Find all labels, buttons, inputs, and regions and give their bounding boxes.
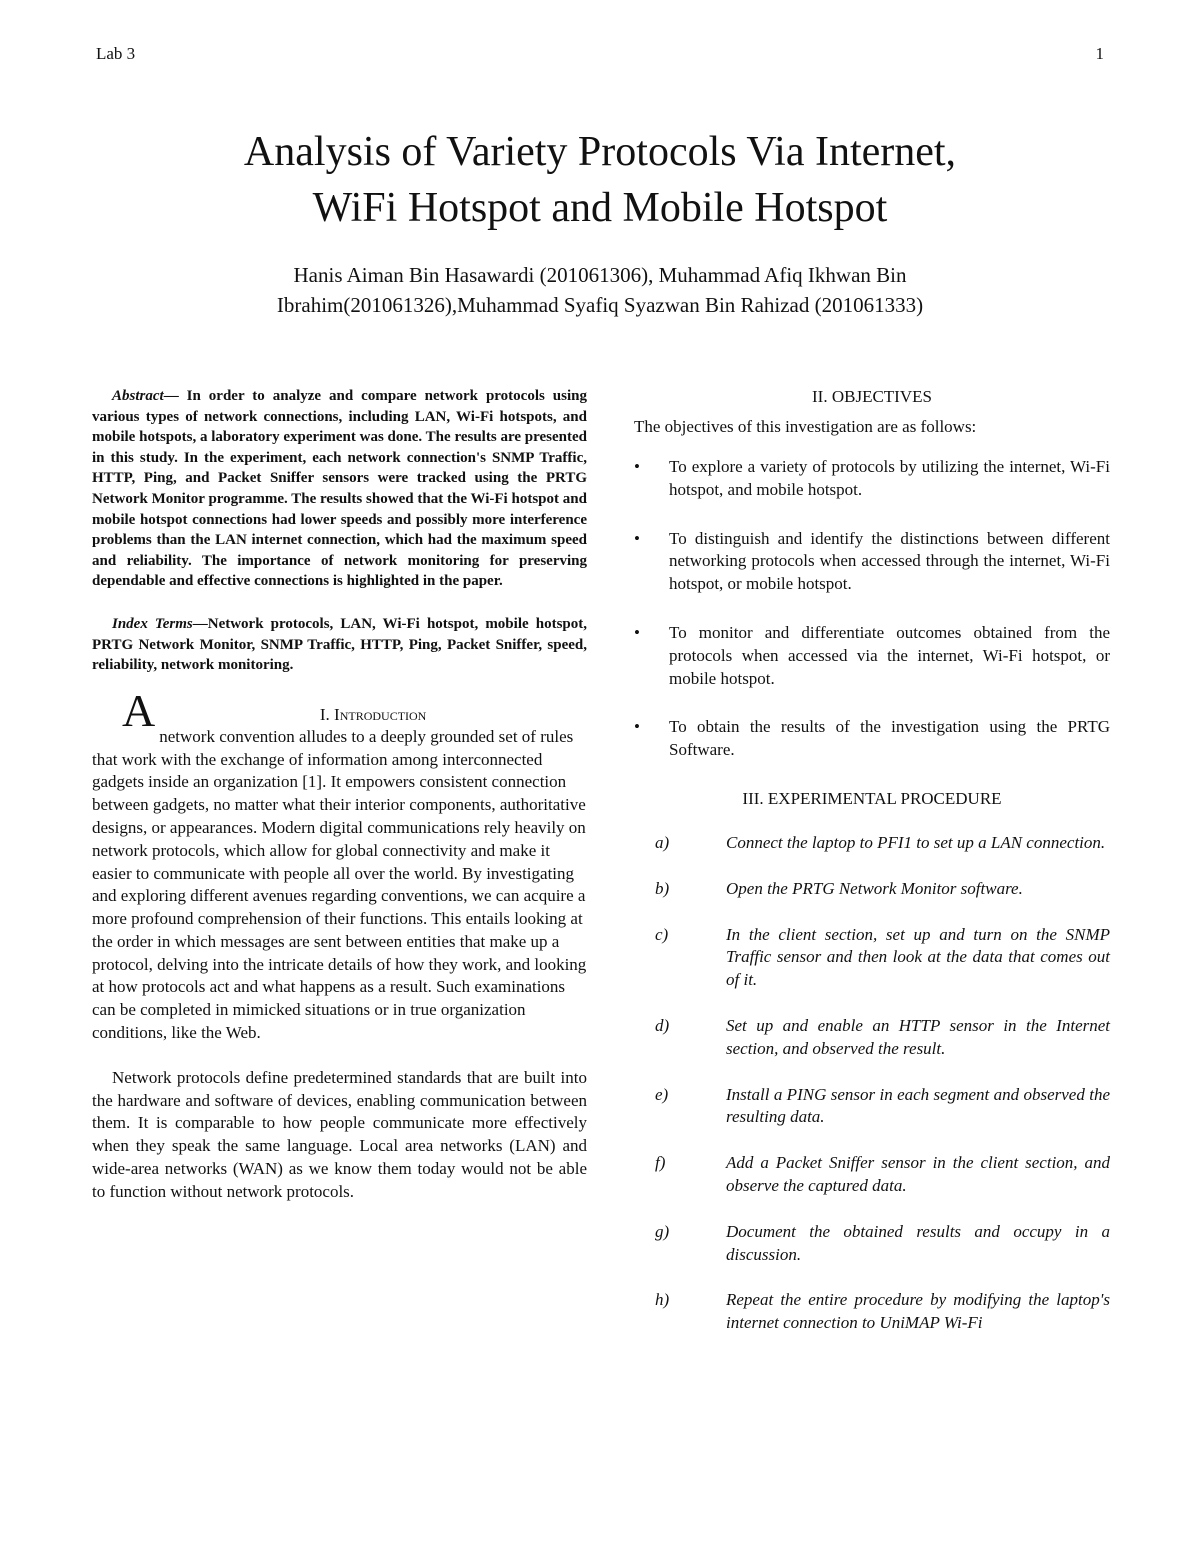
left-column — [92, 386, 587, 1204]
introduction-paragraph-1: network convention alludes to a deeply grounded set of rules that work with the exchange of information among interconnected gadgets inside an organization [1]. It empowers consistent connection between gadgets, no matter what their interior components, authoritative designs, or appearances. Modern digital communications rely heavily on network protocols, which allow for global connectivity and make it easier to communicate with people all over the world. By investigating and exploring different avenues regarding conventions, we can acquire a more profound comprehension of their functions. This entails looking at the order in which messages are sent between entities that make up a protocol, delving into the intricate details of how they work, and looking at how protocols act and what happens as a result. Such examinations can be completed in mimicked situations or in true organization conditions, like the Web. — [92, 726, 587, 1043]
abstract-text: — In order to analyze and compare network protocols using various types of network connections, including LAN, Wi-Fi hotspots, and mobile hotspots, a laboratory experiment was done. The results are presented in this study. In the experiment, each network connection's SNMP Traffic, HTTP, Ping, and Packet Sniffer sensors were tracked using the PRTG Network Monitor programme. The results showed that the Wi-Fi hotspot and mobile hotspot connections had lower speeds and possibly more interference problems than the LAN internet connection, which had the maximum speed and reliability. The importance of network monitoring for preserving dependable and effective connections is highlighted in the paper. — [92, 388, 587, 590]
introduction-heading-text: Introduction — [334, 704, 427, 724]
right-column — [634, 386, 1110, 1358]
running-title: Lab 3 — [96, 44, 136, 63]
objective-item: • To explore a variety of protocols by utilizing the internet, Wi-Fi hotspot, and mobile hotspot. — [634, 457, 1110, 499]
page-number: 1 — [1095, 44, 1104, 63]
procedure-step: h) Repeat the entire procedure by modifying the laptop's internet connection to UniMAP Wi-Fi — [655, 1290, 1110, 1333]
procedure-step: g) Document the obtained results and occupy in a discussion. — [655, 1221, 1110, 1264]
title-line-1: Analysis of Variety Protocols Via Internet, — [243, 129, 957, 175]
procedure-step: b) Open the PRTG Network Monitor software. — [655, 878, 1023, 898]
title-line-2: WiFi Hotspot and Mobile Hotspot — [312, 185, 888, 231]
procedure-heading: III. EXPERIMENTAL PROCEDURE — [742, 788, 1002, 808]
index-terms-lead: Index Terms — [112, 615, 193, 632]
procedure-step: a) Connect the laptop to PFI1 to set up a LAN connection. — [655, 832, 1106, 852]
introduction-section — [92, 684, 587, 1204]
procedure-step: f) Add a Packet Sniffer sensor in the client section, and observe the captured data. — [655, 1153, 1110, 1195]
objectives-intro: The objectives of this investigation are as follows: — [634, 417, 977, 436]
objective-item: • To obtain the results of the investigation using the PRTG Software. — [634, 717, 1110, 760]
index-terms-text: —Network protocols, LAN, Wi-Fi hotspot, mobile hotspot, PRTG Network Monitor, SNMP Traffic, HTTP, Ping, Packet Sniffer, speed, reliability, network monitoring. — [92, 615, 588, 674]
author-list — [0, 260, 1200, 320]
procedure-step: c) In the client section, set up and turn on the SNMP Traffic sensor and then look at the data that comes out of it. — [655, 924, 1110, 990]
introduction-numeral: I. — [319, 704, 330, 724]
objectives-list — [634, 456, 1110, 762]
authors-line-1: Hanis Aiman Bin Hasawardi (201061306), Muhammad Afiq Ikhwan Bin — [293, 263, 907, 287]
drop-cap: A — [122, 684, 156, 736]
objective-item: • To monitor and differentiate outcomes obtained from the protocols when accessed via the internet, Wi-Fi hotspot, or mobile hotspot. — [634, 622, 1110, 688]
bullet-icon: • — [634, 622, 640, 642]
bullet-icon: • — [634, 717, 640, 737]
introduction-paragraph-2: Network protocols define predetermined standards that are built into the hardware and software of devices, enabling communication between them. It is comparable to how people communicate more effectively when they speak the same language. Local area networks (LAN) and wide-area networks (WAN) as we know them today would not be able to function without network protocols. — [92, 1067, 587, 1201]
procedure-step: e) Install a PING sensor in each segment and observed the resulting data. — [655, 1084, 1110, 1127]
index-terms — [92, 614, 587, 676]
bullet-icon: • — [634, 528, 640, 548]
objectives-heading: II. OBJECTIVES — [812, 387, 932, 406]
paper-title — [0, 124, 1200, 236]
abstract — [92, 386, 587, 592]
introduction-heading — [92, 704, 587, 726]
authors-line-2: Ibrahim(201061326),Muhammad Syafiq Syazwan Bin Rahizad (201061333) — [276, 293, 924, 317]
abstract-lead: Abstract — [112, 388, 164, 404]
objective-item: • To distinguish and identify the distinctions between different networking protocols when accessed through the internet, Wi-Fi hotspot, or mobile hotspot. — [634, 528, 1110, 594]
procedure-steps — [634, 832, 1110, 1335]
procedure-step: d) Set up and enable an HTTP sensor in the Internet section, and observed the result. — [655, 1015, 1110, 1058]
bullet-icon: • — [634, 457, 640, 476]
